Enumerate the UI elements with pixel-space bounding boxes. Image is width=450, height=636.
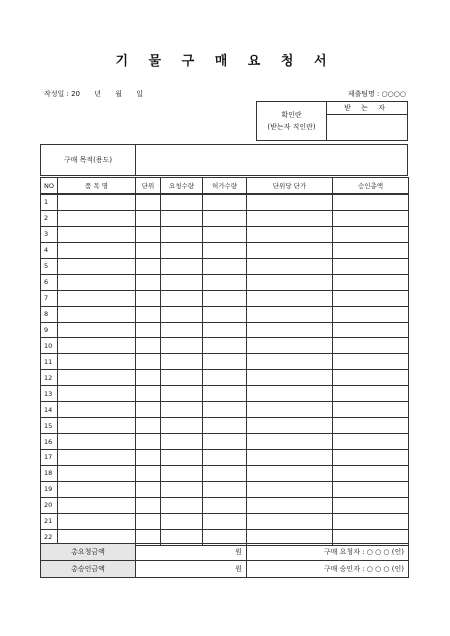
table-row [41, 465, 409, 481]
row-item-name[interactable] [58, 306, 136, 322]
row-unit-price[interactable] [247, 434, 333, 450]
row-item-name[interactable] [58, 338, 136, 354]
row-no: 2 [41, 210, 58, 226]
row-no: 9 [41, 322, 58, 338]
table-row [41, 418, 409, 434]
row-unit[interactable] [136, 370, 161, 386]
row-unit[interactable] [136, 354, 161, 370]
row-unit[interactable] [136, 402, 161, 418]
row-unit[interactable] [136, 258, 161, 274]
row-approved-qty[interactable] [203, 322, 247, 338]
row-item-name[interactable] [58, 481, 136, 497]
month-label: 월 [115, 90, 123, 98]
row-item-name[interactable] [58, 354, 136, 370]
table-row [41, 386, 409, 402]
row-request-qty[interactable] [161, 370, 203, 386]
row-unit[interactable] [136, 513, 161, 529]
row-approved-qty[interactable] [203, 450, 247, 466]
row-approved-total[interactable] [333, 450, 409, 466]
total-approve-won: 원 [136, 561, 247, 578]
row-approved-total[interactable] [333, 322, 409, 338]
row-approved-total[interactable] [333, 290, 409, 306]
row-request-qty[interactable] [161, 497, 203, 513]
total-approve-label: 총승인금액 [41, 561, 136, 578]
row-approved-qty[interactable] [203, 242, 247, 258]
row-unit[interactable] [136, 418, 161, 434]
row-no: 16 [41, 434, 58, 450]
row-unit-price[interactable] [247, 290, 333, 306]
row-request-qty[interactable] [161, 450, 203, 466]
table-row [41, 513, 409, 529]
table-row [41, 481, 409, 497]
row-approved-qty[interactable] [203, 274, 247, 290]
row-request-qty[interactable] [161, 194, 203, 210]
table-header-row [41, 178, 409, 195]
date-label: 작성일 : 20 [44, 90, 81, 98]
row-item-name[interactable] [58, 290, 136, 306]
row-unit-price[interactable] [247, 274, 333, 290]
row-no: 14 [41, 402, 58, 418]
row-unit[interactable] [136, 210, 161, 226]
row-no: 7 [41, 290, 58, 306]
row-unit[interactable] [136, 194, 161, 210]
document-title: 기 물 구 매 요 청 서 [115, 54, 335, 69]
row-item-name[interactable] [58, 386, 136, 402]
row-item-name[interactable] [58, 242, 136, 258]
col-request-qty: 요청수량 [161, 178, 203, 195]
row-approved-total[interactable] [333, 386, 409, 402]
year-label: 년 [94, 90, 102, 98]
row-approved-total[interactable] [333, 306, 409, 322]
row-unit[interactable] [136, 322, 161, 338]
row-approved-total[interactable] [333, 497, 409, 513]
row-approved-qty[interactable] [203, 386, 247, 402]
row-no: 11 [41, 354, 58, 370]
row-unit[interactable] [136, 386, 161, 402]
row-approved-total[interactable] [333, 402, 409, 418]
row-item-name[interactable] [58, 226, 136, 242]
col-approved-qty: 허가수량 [203, 178, 247, 195]
table-row [41, 497, 409, 513]
confirm-box [256, 101, 408, 141]
table-row [41, 338, 409, 354]
row-approved-qty[interactable] [203, 258, 247, 274]
row-approved-total[interactable] [333, 242, 409, 258]
date-line [44, 89, 155, 99]
row-no: 13 [41, 386, 58, 402]
row-request-qty[interactable] [161, 354, 203, 370]
row-item-name[interactable] [58, 194, 136, 210]
row-approved-total[interactable] [333, 434, 409, 450]
row-item-name[interactable] [58, 497, 136, 513]
row-no: 8 [41, 306, 58, 322]
row-unit-price[interactable] [247, 418, 333, 434]
row-approved-total[interactable] [333, 513, 409, 529]
row-unit-price[interactable] [247, 370, 333, 386]
table-row [41, 354, 409, 370]
col-no: NO [41, 178, 58, 195]
row-approved-qty[interactable] [203, 497, 247, 513]
row-request-qty[interactable] [161, 306, 203, 322]
row-item-name[interactable] [58, 450, 136, 466]
row-unit-price[interactable] [247, 354, 333, 370]
row-unit-price[interactable] [247, 242, 333, 258]
row-request-qty[interactable] [161, 338, 203, 354]
table-row [41, 322, 409, 338]
row-no: 4 [41, 242, 58, 258]
purpose-box [40, 144, 408, 176]
table-row [41, 226, 409, 242]
row-item-name[interactable] [58, 210, 136, 226]
row-unit-price[interactable] [247, 450, 333, 466]
row-request-qty[interactable] [161, 386, 203, 402]
row-no: 22 [41, 529, 58, 545]
row-item-name[interactable] [58, 274, 136, 290]
row-approved-qty[interactable] [203, 306, 247, 322]
row-no: 19 [41, 481, 58, 497]
row-approved-qty[interactable] [203, 465, 247, 481]
approver-signature: 구매 승인자 : ○ ○ ○ (인) [247, 561, 409, 578]
row-approved-qty[interactable] [203, 370, 247, 386]
row-no: 20 [41, 497, 58, 513]
row-unit[interactable] [136, 497, 161, 513]
row-approved-total[interactable] [333, 226, 409, 242]
row-request-qty[interactable] [161, 481, 203, 497]
row-unit-price[interactable] [247, 306, 333, 322]
row-unit-price[interactable] [247, 322, 333, 338]
table-row [41, 402, 409, 418]
purpose-label: 구매 목적(용도) [41, 145, 136, 175]
row-approved-qty[interactable] [203, 434, 247, 450]
table-row [41, 434, 409, 450]
row-unit-price[interactable] [247, 338, 333, 354]
row-approved-qty[interactable] [203, 481, 247, 497]
row-approved-total[interactable] [333, 465, 409, 481]
confirm-label [257, 102, 327, 140]
row-item-name[interactable] [58, 465, 136, 481]
row-approved-total[interactable] [333, 354, 409, 370]
total-request-label: 총요청금액 [41, 544, 136, 561]
row-request-qty[interactable] [161, 226, 203, 242]
row-approved-total[interactable] [333, 194, 409, 210]
col-unit-price: 단위당 단가 [247, 178, 333, 195]
row-no: 10 [41, 338, 58, 354]
row-no: 17 [41, 450, 58, 466]
table-row [41, 242, 409, 258]
total-approve-row [41, 561, 409, 578]
row-approved-qty[interactable] [203, 354, 247, 370]
table-row [41, 194, 409, 210]
day-label: 일 [136, 90, 144, 98]
row-request-qty[interactable] [161, 322, 203, 338]
row-unit[interactable] [136, 274, 161, 290]
confirm-label-line1: 확인란 [281, 111, 302, 119]
row-approved-qty[interactable] [203, 194, 247, 210]
row-unit-price[interactable] [247, 481, 333, 497]
receiver-label: 받 는 자 [326, 102, 407, 115]
table-row [41, 210, 409, 226]
requester-signature: 구매 요청자 : ○ ○ ○ (인) [247, 544, 409, 561]
items-table [40, 177, 409, 546]
row-unit[interactable] [136, 306, 161, 322]
col-unit: 단위 [136, 178, 161, 195]
table-row [41, 258, 409, 274]
row-unit-price[interactable] [247, 210, 333, 226]
row-request-qty[interactable] [161, 418, 203, 434]
row-no: 5 [41, 258, 58, 274]
row-approved-total[interactable] [333, 338, 409, 354]
row-request-qty[interactable] [161, 210, 203, 226]
row-unit-price[interactable] [247, 465, 333, 481]
confirm-label-line2: (받는자 직인란) [267, 123, 316, 131]
row-unit[interactable] [136, 434, 161, 450]
row-request-qty[interactable] [161, 465, 203, 481]
row-request-qty[interactable] [161, 274, 203, 290]
row-approved-qty[interactable] [203, 210, 247, 226]
row-item-name[interactable] [58, 434, 136, 450]
table-row [41, 450, 409, 466]
row-unit-price[interactable] [247, 513, 333, 529]
row-request-qty[interactable] [161, 402, 203, 418]
table-row [41, 306, 409, 322]
row-item-name[interactable] [58, 322, 136, 338]
totals-table [40, 543, 409, 578]
row-no: 15 [41, 418, 58, 434]
row-unit[interactable] [136, 481, 161, 497]
row-request-qty[interactable] [161, 258, 203, 274]
row-item-name[interactable] [58, 418, 136, 434]
row-no: 3 [41, 226, 58, 242]
row-approved-total[interactable] [333, 370, 409, 386]
row-approved-qty[interactable] [203, 513, 247, 529]
row-approved-qty[interactable] [203, 338, 247, 354]
row-unit[interactable] [136, 465, 161, 481]
row-request-qty[interactable] [161, 290, 203, 306]
row-request-qty[interactable] [161, 242, 203, 258]
row-approved-total[interactable] [333, 210, 409, 226]
table-row [41, 290, 409, 306]
col-approved-total: 승인총액 [333, 178, 409, 195]
row-unit-price[interactable] [247, 194, 333, 210]
row-unit[interactable] [136, 338, 161, 354]
row-approved-qty[interactable] [203, 418, 247, 434]
table-row [41, 274, 409, 290]
row-item-name[interactable] [58, 370, 136, 386]
row-approved-qty[interactable] [203, 226, 247, 242]
row-approved-total[interactable] [333, 274, 409, 290]
row-approved-total[interactable] [333, 258, 409, 274]
total-request-row [41, 544, 409, 561]
row-unit-price[interactable] [247, 226, 333, 242]
row-unit-price[interactable] [247, 402, 333, 418]
total-request-won: 원 [136, 544, 247, 561]
row-no: 18 [41, 465, 58, 481]
row-no: 12 [41, 370, 58, 386]
row-no: 1 [41, 194, 58, 210]
row-unit[interactable] [136, 450, 161, 466]
row-approved-qty[interactable] [203, 290, 247, 306]
row-unit[interactable] [136, 242, 161, 258]
row-item-name[interactable] [58, 402, 136, 418]
table-row [41, 370, 409, 386]
row-approved-total[interactable] [333, 418, 409, 434]
row-unit-price[interactable] [247, 258, 333, 274]
col-item-name: 품 목 명 [58, 178, 136, 195]
row-no: 21 [41, 513, 58, 529]
row-unit[interactable] [136, 290, 161, 306]
row-approved-qty[interactable] [203, 402, 247, 418]
row-request-qty[interactable] [161, 434, 203, 450]
row-unit-price[interactable] [247, 386, 333, 402]
row-request-qty[interactable] [161, 513, 203, 529]
row-item-name[interactable] [58, 258, 136, 274]
dept-label: 제출팀명 : ○○○○ [347, 90, 406, 98]
row-approved-total[interactable] [333, 481, 409, 497]
row-no: 6 [41, 274, 58, 290]
row-unit[interactable] [136, 226, 161, 242]
row-unit-price[interactable] [247, 497, 333, 513]
row-item-name[interactable] [58, 513, 136, 529]
